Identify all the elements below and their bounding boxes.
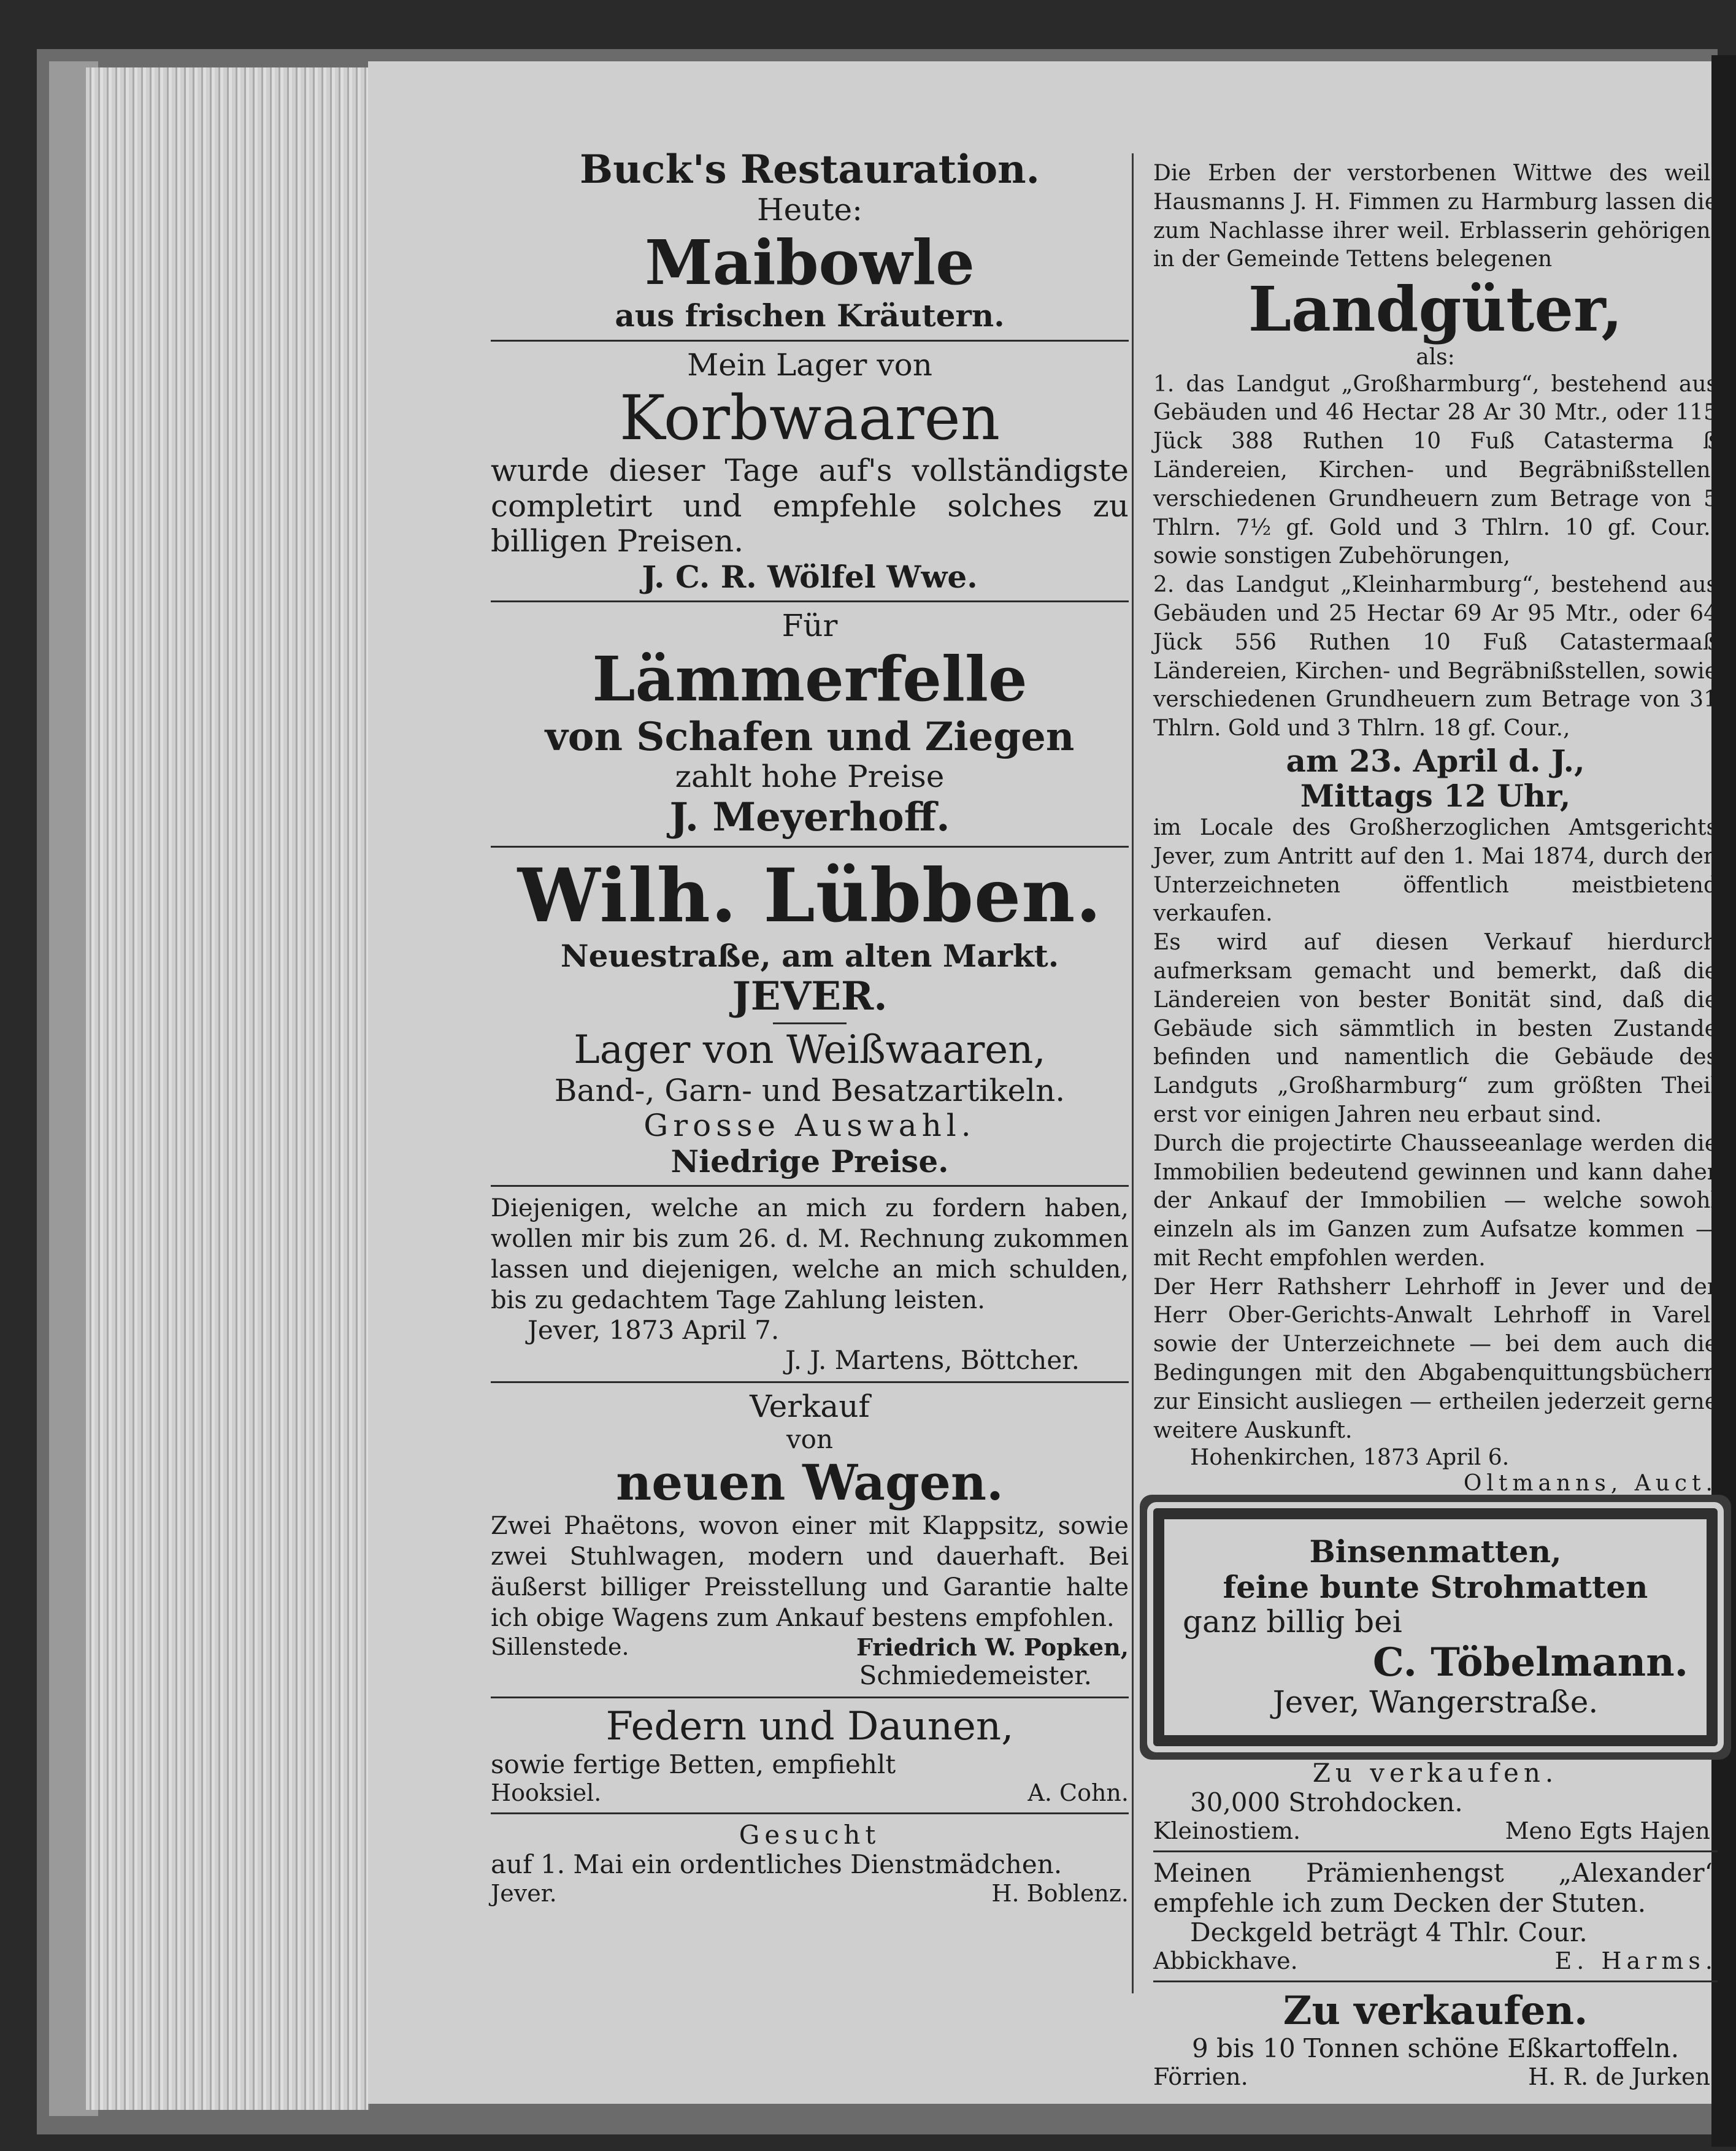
ad-footer [491,1880,1129,1907]
ad-harms [1153,1858,1718,1974]
ad-body: Durch die projectirte Chausseeanlage werden die Immobilien bedeutend gewinnen und kann daher der Ankauf der Immobilien — welche sowohl einzeln als im Ganzen zum Aufsatze kommen — mit Recht empfohlen werden. [1153,1130,1718,1271]
separator [1153,1850,1718,1852]
ad-headline: Landgüter, [1248,273,1623,346]
ad-signature: A. Cohn. [1027,1779,1129,1807]
ad-body: 9 bis 10 Tonnen schöne Eßkartoffeln. [1191,2033,1680,2063]
separator [1153,1980,1718,1982]
ad-jurken [1153,1988,1718,2090]
ad-headline: neuen Wagen. [616,1453,1004,1511]
ad-signature: J. C. R. Wölfel Wwe. [642,558,978,595]
ad-footer [491,1633,1129,1661]
ad-toebelmann-frame [1153,1508,1718,1746]
page-edges [86,67,369,2110]
ad-footer [1153,2063,1718,2090]
ad-headline: C. Töbelmann. [1372,1639,1688,1685]
ad-item: 1. das Landgut „Großharmburg“, bestehend aus Gebäuden und 46 Hectar 28 Ar 30 Mtr., oder 115 Jück 388 Ruthen 10 Fuß Catasterma ß Ländereien, Kirchen- und Begräbnißstellen, verschiedenen Grundheuern zum Betrage von 5 Thlrn. 7½ gf. Gold und 3 Thlrn. 10 gf. Cour., sowie sonstigen Zubehörungen, [1153,371,1718,569]
ad-buck [491,147,1129,334]
ad-date: am 23. April d. J., [1286,742,1585,779]
ad-footer [491,1779,1129,1806]
ad-luebben [491,854,1129,1179]
ad-address: Jever, Wangerstraße. [1272,1684,1599,1720]
ad-headline: Zu verkaufen. [1283,1988,1588,2034]
ad-line: Grosse Auswahl. [643,1108,976,1144]
ad-body: Meinen Prämienhengst „Alexander“ empfehle ich zum Decken der Stuten. [1153,1858,1718,1918]
ad-line: als: [1416,345,1455,370]
ad-place: Hooksiel. [491,1779,602,1807]
ad-martens [491,1193,1129,1375]
ad-date: Hohenkirchen, 1873 April 6. [1190,1445,1510,1471]
ad-line: von [786,1424,834,1454]
ad-place: Sillenstede. [491,1633,629,1660]
ad-popken [491,1389,1129,1690]
separator [491,1381,1129,1383]
ad-cohn [491,1704,1129,1806]
ad-line: zahlt hohe Preise [675,759,945,795]
ad-body: wurde dieser Tage auf's vollständigste completirt und empfehle solches zu billigen Preisen. [491,453,1129,559]
ad-headline: Federn und Daunen, [605,1704,1014,1750]
ad-line: Mein Lager von [687,347,932,383]
ad-line: Band-, Garn- und Besatzartikeln. [554,1072,1066,1108]
ad-body: 30,000 Strohdocken. [1190,1787,1463,1818]
ad-line: Verkauf [750,1389,870,1425]
ad-signature: J. J. Martens, Böttcher. [785,1344,1080,1375]
ad-line: Niedrige Preise. [670,1143,949,1179]
ad-line: feine bunte Strohmatten [1223,1568,1648,1605]
separator [773,1022,847,1024]
ad-line: Lager von Weißwaaren, [574,1027,1046,1073]
ad-signature: Oltmanns, Auct. [1463,1470,1718,1496]
ad-body: auf 1. Mai ein ordentliches Dienstmädchen. [491,1849,1062,1880]
ad-place: Kleinostiem. [1153,1817,1301,1845]
ad-footer [1153,1947,1718,1974]
ad-meyerhoff [491,608,1129,840]
separator [491,1697,1129,1698]
ad-date: Jever, 1873 April 7. [528,1315,780,1346]
ad-body: Diejenigen, welche an mich zu fordern haben, wollen mir bis zum 26. d. M. Rechnung zukommen lassen und diejenigen, welche an mich schulden, bis zu gedachtem Tage Zahlung leisten. [491,1194,1129,1315]
ad-title: Buck's Restauration. [580,147,1040,193]
ad-boblenz [491,1820,1129,1907]
ad-body: im Locale des Großherzoglichen Amtsgerichts Jever, zum Antritt auf den 1. Mai 1874, durch den Unterzeichneten öffentlich meistbietend verkaufen. [1153,815,1718,927]
right-column [1153,159,1718,2090]
ad-body: Es wird auf diesen Verkauf hierdurch aufmerksam gemacht und bemerkt, daß die Ländereien von bester Bonität sind, daß die Gebäude sich sämmtlich in besten Zustande befinden und namentlich die Gebäude des Landguts „Großharmburg“ zum größten Theil erst vor einigen Jahren neu erbaut sind. [1153,930,1718,1127]
separator [491,1185,1129,1187]
separator [491,600,1129,602]
ad-signature: J. Meyerhoff. [669,794,950,840]
ad-headline: Lämmerfelle [592,642,1027,715]
ad-place: Jever. [491,1879,557,1907]
ad-subline: von Schafen und Ziegen [545,713,1075,760]
ad-body: sowie fertige Betten, empfiehlt [491,1749,896,1779]
ad-footer [1153,1817,1718,1844]
ad-place: Abbickhave. [1153,1947,1298,1975]
ad-headline: Wilh. Lübben. [517,853,1102,940]
separator [491,846,1129,848]
ad-place: Förrien. [1153,2063,1248,2091]
ad-body: Der Herr Rathsherr Lehrhoff in Jever und der Herr Ober-Gerichts-Anwalt Lehrhoff in Varel, sowie der Unterzeichnete — bei dem auch die Bedingungen mit den Abgabenquittungsbüchern zur Einsicht ausliegen — ertheilen jederzeit gerne weitere Auskunft. [1153,1274,1718,1443]
separator [491,340,1129,342]
ad-line: Deckgeld beträgt 4 Thlr. Cour. [1190,1917,1588,1948]
ad-signature: H. Boblenz. [991,1879,1129,1907]
ad-oltmanns [1153,159,1718,1496]
ad-signature: H. R. de Jurken. [1528,2063,1718,2091]
column-divider [1132,153,1134,1993]
ad-signature: E. Harms. [1554,1947,1718,1975]
ad-woelfel [491,348,1129,595]
ad-item: 2. das Landgut „Kleinharmburg“, bestehend aus Gebäuden und 25 Hectar 69 Ar 95 Mtr., oder 64 Jück 556 Ruthen 10 Fuß Catastermaaß Ländereien, Kirchen- und Begräbnißstellen, sowie verschiedenen Grundheuern zum Betrage von 31 Thlrn. Gold und 3 Thlrn. 18 gf. Cour., [1153,572,1718,742]
ad-hajen [1153,1758,1718,1845]
ad-signature: Friedrich W. Popken, [856,1633,1129,1661]
ad-headline: Maibowle [645,226,975,299]
ad-signature: Meno Egts Hajen. [1505,1817,1718,1845]
ad-headline: Zu verkaufen. [1312,1757,1559,1788]
left-column [491,147,1129,1907]
ad-intro: Die Erben der verstorbenen Wittwe des weil. Hausmanns J. H. Fimmen zu Harmburg lassen die zum Nachlasse ihrer weil. Erblasserin gehörigen, in der Gemeinde Tettens belegenen [1153,161,1718,272]
ad-headline: Gesucht [739,1820,881,1850]
ad-headline: Korbwaaren [619,382,1001,454]
ad-body: Zwei Phaëtons, wovon einer mit Klappsitz, sowie zwei Stuhlwagen, modern und dauerhaft. Bei äußerst billiger Preisstellung und Garantie halte ich obige Wagens zum Ankauf bestens empfohlen. [491,1511,1129,1632]
ad-line: Für [782,608,838,644]
ad-trade: Schmiedemeister. [859,1660,1092,1690]
ad-town: JEVER. [732,973,888,1019]
ad-line: Heute: [757,191,862,228]
separator [491,1812,1129,1814]
ad-line: Binsenmatten, [1309,1533,1562,1570]
ad-subline: aus frischen Kräutern. [615,297,1005,334]
ad-time: Mittags 12 Uhr, [1300,778,1571,815]
ad-address: Neuestraße, am alten Markt. [560,938,1059,975]
ad-line: ganz billig bei [1183,1604,1402,1640]
